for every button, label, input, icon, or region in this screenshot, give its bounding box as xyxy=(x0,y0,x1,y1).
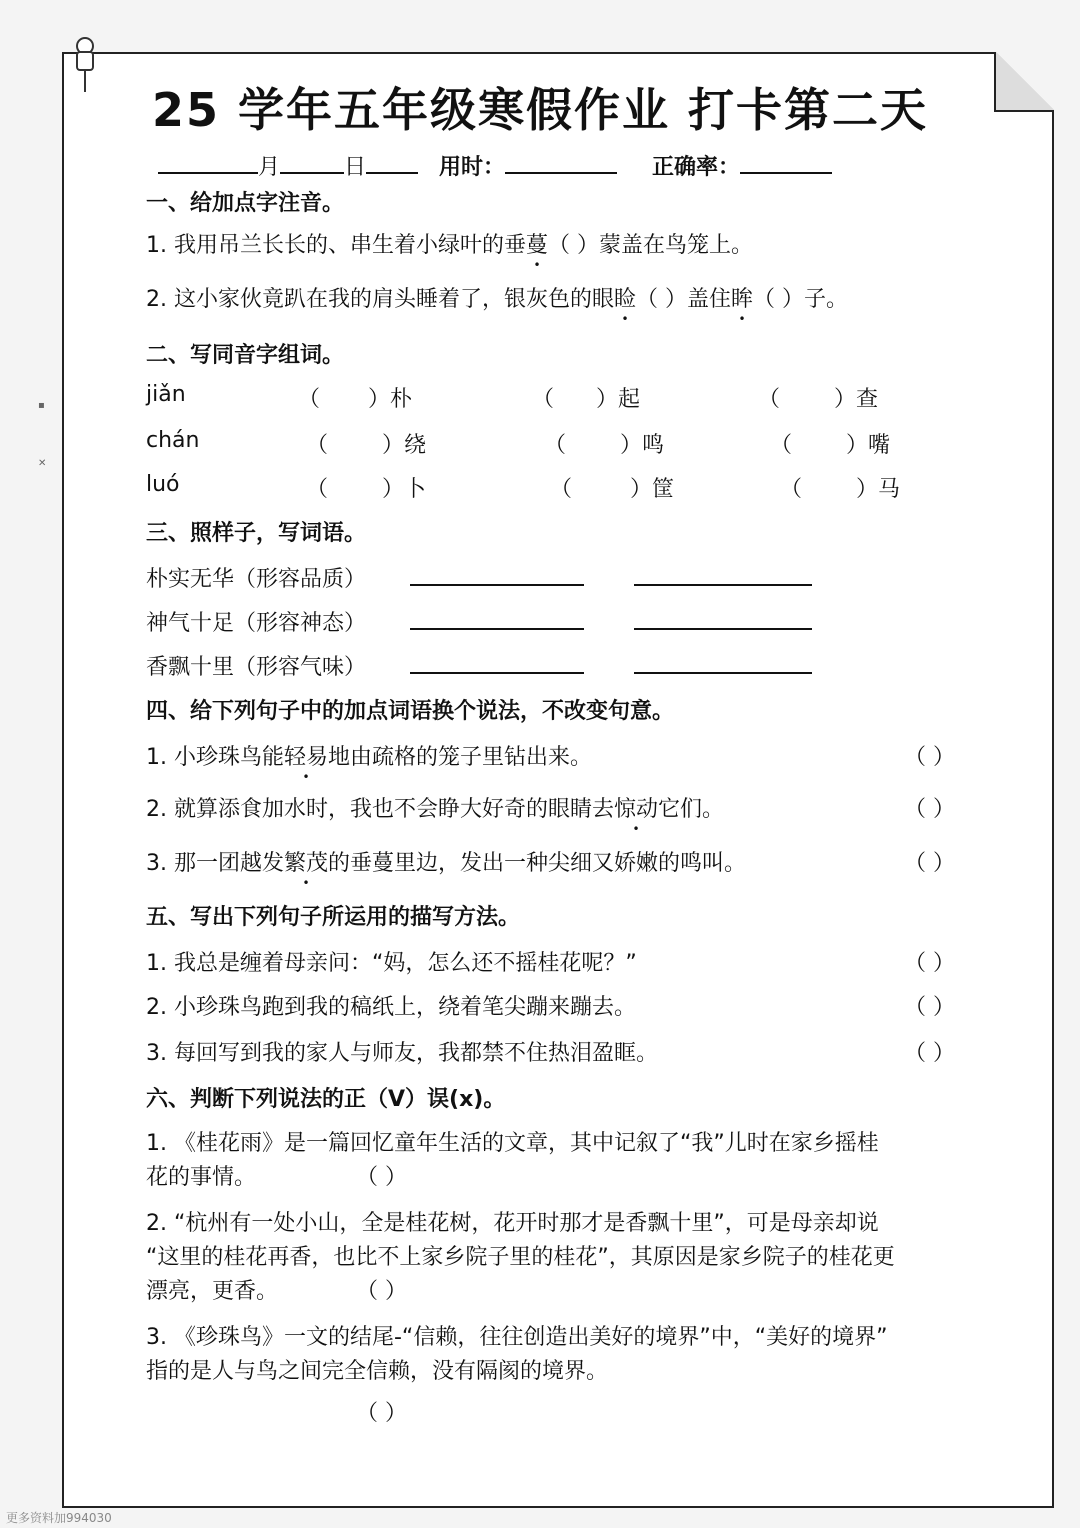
section-1-heading: 一、给加点字注音。 xyxy=(146,191,345,216)
pinyin-row: chán （ ）绕 （ ）鸣 （ ）嘴 xyxy=(146,428,891,458)
section-3-heading: 三、照样子，写词语。 xyxy=(146,521,367,546)
s5-question: 3. 每回写到我的家人与师友，我都禁不住热泪盈眶。 xyxy=(146,1041,658,1066)
pinyin-row: luó （ ）卜 （ ）筐 （ ）马 xyxy=(146,472,901,502)
day-blank[interactable] xyxy=(280,150,344,174)
s6-question-1-cont: 花的事情。 xyxy=(146,1165,257,1190)
s6-question-3-cont: 指的是人与鸟之间完全信赖，没有隔阂的境界。 xyxy=(146,1359,609,1384)
s6-question-1: 1. 《桂花雨》是一篇回忆童年生活的文章，其中记叙了“我”儿时在家乡摇桂 xyxy=(146,1131,879,1156)
answer-paren[interactable]: （ ） xyxy=(356,1401,407,1426)
s6-question-2-cont: 漂亮，更香。 xyxy=(146,1279,279,1304)
answer-paren[interactable]: （ ） xyxy=(356,1165,407,1190)
section-4-heading: 四、给下列句子中的加点词语换个说法，不改变句意。 xyxy=(146,699,675,724)
answer-paren[interactable]: （ ） xyxy=(356,1279,407,1304)
month-blank[interactable] xyxy=(158,150,258,174)
time-blank[interactable] xyxy=(505,150,617,174)
s5-question: 1. 我总是缠着母亲问：“妈，怎么还不摇桂花呢？” xyxy=(146,951,637,976)
section-2-heading: 二、写同音字组词。 xyxy=(146,343,345,368)
s3-row: 朴实无华（形容品质） xyxy=(146,562,366,593)
s6-question-2-cont: “这里的桂花再香，也比不上家乡院子里的桂花”，其原因是家乡院子的桂花更 xyxy=(146,1245,895,1270)
answer-paren[interactable]: （ ） xyxy=(904,1041,955,1066)
section-6-heading: 六、判断下列说法的正（V）误(x)。 xyxy=(146,1087,506,1112)
answer-paren[interactable]: （ ） xyxy=(904,745,955,770)
answer-paren[interactable]: （ ） xyxy=(904,851,955,876)
margin-mark: ✕ xyxy=(38,458,47,469)
date-time-accuracy-row: 月 日 用时： 正确率： xyxy=(158,150,832,181)
time-pre-blank[interactable] xyxy=(366,150,418,174)
s6-question-2: 2. “杭州有一处小山，全是桂花树，花开时那才是香飘十里”，可是母亲却说 xyxy=(146,1211,879,1236)
s5-question: 2. 小珍珠鸟跑到我的稿纸上，绕着笔尖蹦来蹦去。 xyxy=(146,995,636,1020)
margin-mark: ▪ xyxy=(38,400,45,411)
answer-paren[interactable]: （ ） xyxy=(904,995,955,1020)
s4-question: 1. 小珍珠鸟能轻易地由疏格的笼子里钻出来。 xyxy=(146,745,593,770)
accuracy-blank[interactable] xyxy=(740,150,832,174)
s4-question: 2. 就算添食加水时，我也不会睁大好奇的眼睛去惊动它们。 xyxy=(146,797,725,822)
s1-question-1: 1. 我用吊兰长长的、串生着小绿叶的垂蔓（ ）蒙盖在鸟笼上。 xyxy=(146,233,754,258)
s3-row: 香飘十里（形容气味） xyxy=(146,650,366,681)
pinyin-row: jiǎn （ ）朴 （ ）起 （ ）查 xyxy=(146,382,879,412)
s4-question: 3. 那一团越发繁茂的垂蔓里边，发出一种尖细又娇嫩的鸣叫。 xyxy=(146,851,747,876)
section-5-heading: 五、写出下列句子所运用的描写方法。 xyxy=(146,905,521,930)
page-title: 25 学年五年级寒假作业 打卡第二天 xyxy=(151,83,929,137)
answer-paren[interactable]: （ ） xyxy=(904,951,955,976)
s6-question-3: 3. 《珍珠鸟》一文的结尾-“信赖，往往创造出美好的境界”中，“美好的境界” xyxy=(146,1325,888,1350)
watermark-footer: 更多资料加994030 xyxy=(6,1511,112,1525)
answer-paren[interactable]: （ ） xyxy=(904,797,955,822)
s1-question-2: 2. 这小家伙竟趴在我的肩头睡着了，银灰色的眼睑（ ）盖住眸（ ）子。 xyxy=(146,287,849,312)
s3-row: 神气十足（形容神态） xyxy=(146,606,366,637)
